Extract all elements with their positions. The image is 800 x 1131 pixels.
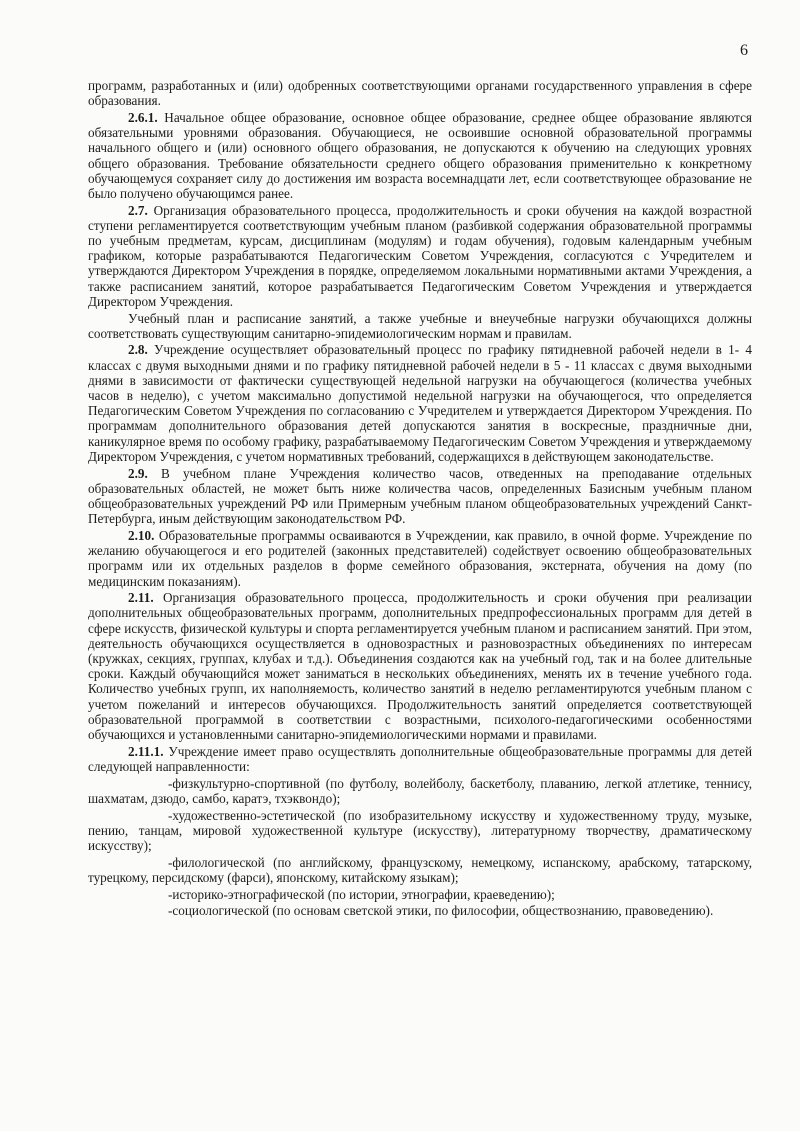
paragraph xyxy=(88,466,752,527)
clause-number: 2.6.1. xyxy=(128,109,158,125)
clause-number: 2.10. xyxy=(128,527,155,543)
paragraph-text: Учебный план и расписание занятий, а также учебные и внеучебные нагрузки обучающихся должны соответствовать существующим санитарно-эпидемиологическим нормам и правилам. xyxy=(88,310,752,341)
paragraph-text: Организация образовательного процесса, продолжительность и сроки обучения при реализации дополнительных общеобразовательных программ, дополнительных предпрофессиональных программ для детей в сфере искусств, физической культуры и спорта регламентируется учебным планом и расписанием занятий. При этом, деятельность обучающихся осуществляется в одновозрастных и разновозрастных объединениях по интересам (кружках, секциях, группах, клубах и т.д.). Объединения создаются как на учебный год, так и на более длительные сроки. Каждый обучающийся может заниматься в нескольких объединениях, менять их в течение учебного года. Количество учебных групп, их наполняемость, количество занятий в неделю регламентируются учебным планом с учетом пожеланий и интересов обучающихся. Продолжительность занятий определяется соответствующей образовательной программой в соответствии с возрастными, психолого-педагогическими особенностями обучающихся и установленными санитарно-эпидемиологическими нормами и правилами. xyxy=(88,590,752,743)
paragraph xyxy=(88,311,752,341)
paragraph xyxy=(88,342,752,464)
paragraph xyxy=(88,744,752,774)
paragraph xyxy=(88,776,752,806)
clause-number: 2.9. xyxy=(128,465,148,481)
paragraph xyxy=(88,528,752,589)
paragraph-text: Учреждение имеет право осуществлять дополнительные общеобразовательные программы для детей следующей направленности: xyxy=(88,743,752,774)
paragraph-text: Учреждение осуществляет образовательный процесс по графику пятидневной рабочей недели в 1- 4 классах с двумя выходными днями и по графику пятидневной рабочей недели в 5 - 11 классах с двумя выходными днями в зависимости от фактически существующей недельной нагрузки на обучающегося (количества учебных часов в неделю), с учетом максимально допустимой недельной нагрузки на обучающегося, что определяется Педагогическим Советом Учреждения по согласованию с Учредителем и утверждается Директором Учреждения. По программам дополнительного образования детей допускаются занятия в воскресные, праздничные дни, каникулярное время по особому графику, разрабатываемому Педагогическим Советом Учреждения и утверждаемому Директором Учреждения, с учетом нормативных требований, содержащихся в действующем законодательстве. xyxy=(88,342,752,464)
paragraph-text: -историко-этнографической (по истории, этнографии, краеведению); xyxy=(168,886,555,902)
paragraph-text: -социологической (по основам светской этики, по философии, обществознанию, правоведению). xyxy=(168,903,714,919)
paragraph-text: Начальное общее образование, основное общее образование, среднее общее образование являются обязательными уровнями образования. Обучающиеся, не освоившие основной образовательной программы начального общего и (или) основного общего образования, не допускаются к обучению на следующих уровнях общего образования. Требование обязательности среднего общего образования применительно к конкретному обучающемуся сохраняет силу до достижения им возраста восемнадцати лет, если соответствующее образование не было получено обучающимся ранее. xyxy=(88,109,752,201)
document-body xyxy=(88,78,752,920)
paragraph-text: -филологической (по английскому, французскому, немецкому, испанскому, арабскому, татарскому, турецкому, персидскому (фарси), японскому, китайскому языкам); xyxy=(88,854,752,885)
paragraph-text: Образовательные программы осваиваются в Учреждении, как правило, в очной форме. Учреждение по желанию обучающегося и его родителей (законных представителей) содействует освоению общеобразовательных программ или их отдельных разделов в форме семейного образования, экстерната, обучения на дому (по медицинским показаниям). xyxy=(88,527,752,589)
paragraph-text: В учебном плане Учреждения количество часов, отведенных на преподавание отдельных образовательных областей, не может быть ниже количества часов, определенных Базисным учебным планом общеобразовательных учреждений РФ или Примерным учебным планом общеобразовательных учреждений Санкт-Петербурга, иным действующим законодательством РФ. xyxy=(88,465,752,527)
paragraph xyxy=(88,203,752,309)
clause-number: 2.7. xyxy=(128,202,148,218)
paragraph-text: программ, разработанных и (или) одобренных соответствующими органами государственного управления в сфере образования. xyxy=(88,78,752,109)
paragraph xyxy=(88,855,752,885)
paragraph xyxy=(88,903,752,918)
clause-number: 2.8. xyxy=(128,342,148,358)
page-number: 6 xyxy=(740,42,748,59)
paragraph xyxy=(88,808,752,854)
clause-number: 2.11.1. xyxy=(128,743,164,759)
paragraph-text: -физкультурно-спортивной (по футболу, волейболу, баскетболу, плаванию, легкой атлетике, теннису, шахматам, дзюдо, самбо, каратэ, тхэквондо); xyxy=(88,775,752,806)
paragraph xyxy=(88,78,752,108)
clause-number: 2.11. xyxy=(128,590,154,606)
paragraph-text: Организация образовательного процесса, продолжительность и сроки обучения на каждой возрастной ступени регламентируется соответствующим учебным планом (разбивкой содержания образовательной программы по учебным предметам, курсам, дисциплинам (модулям) и годам обучения), годовым календарным учебным графиком, которые разрабатываются Педагогическим Советом Учреждения, согласуются с Учредителем и утверждаются Директором Учреждения в порядке, определяемом локальными нормативными актами Учреждения, а также расписанием занятий, которое разрабатывается Педагогическим Советом Учреждения и утверждается Директором Учреждения. xyxy=(88,202,752,309)
paragraph xyxy=(88,110,752,201)
paragraph xyxy=(88,887,752,902)
paragraph xyxy=(88,590,752,742)
paragraph-text: -художественно-эстетической (по изобразительному искусству и художественному труду, музыке, пению, танцам, мировой художественной культуре (искусству), литературному творчеству, драматическому искусству); xyxy=(88,807,752,853)
